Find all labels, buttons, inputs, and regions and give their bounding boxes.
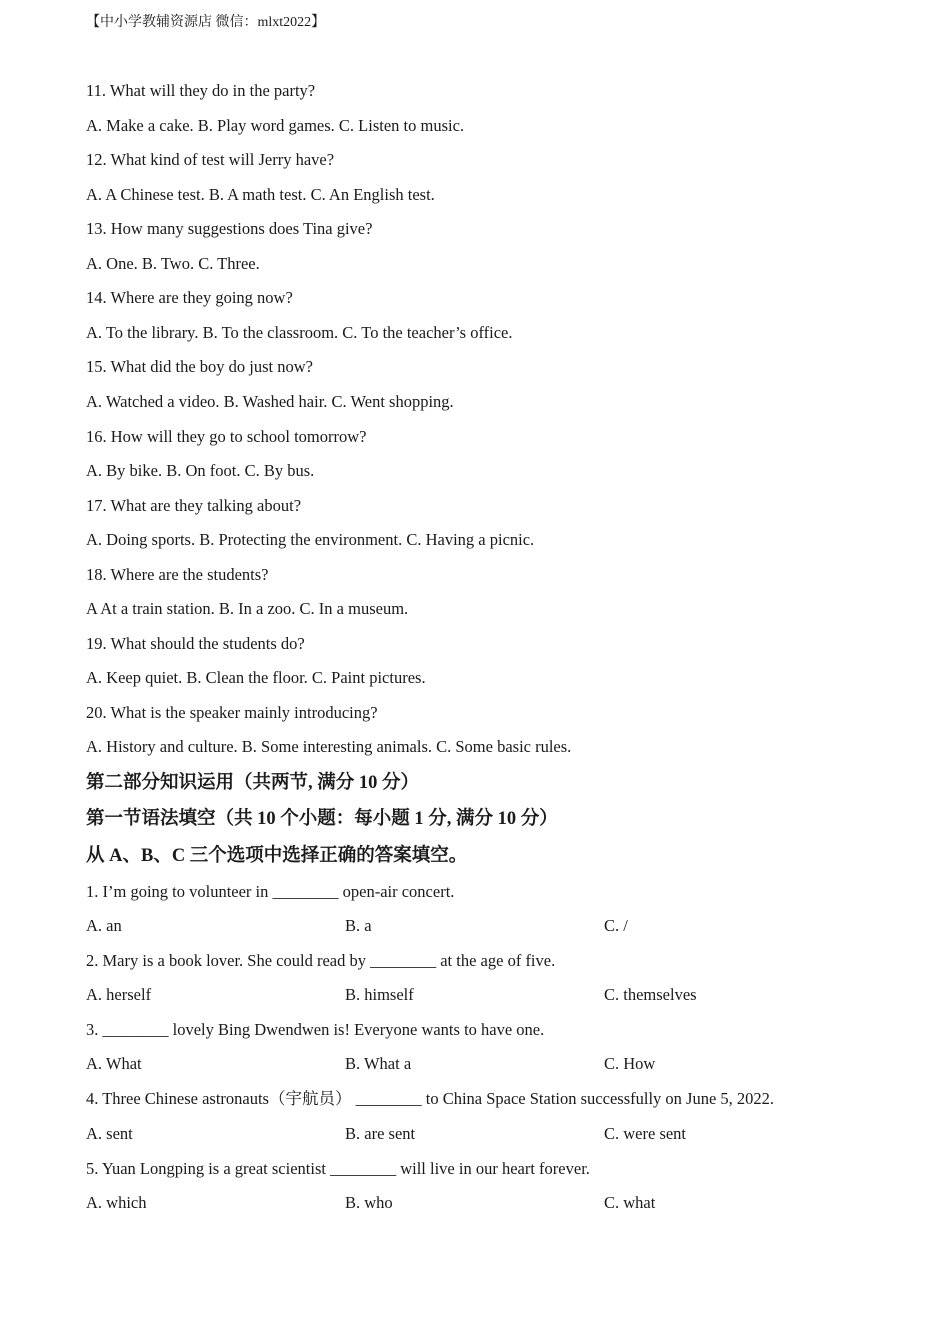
question-20: 20. What is the speaker mainly introducing? (86, 703, 378, 722)
grammar-options-2 (86, 984, 866, 1006)
option-b: B. What a (345, 1054, 412, 1073)
option-c: C. what (604, 1193, 656, 1212)
question-18: 18. Where are the students? (86, 565, 269, 584)
question-13: 13. How many suggestions does Tina give? (86, 219, 373, 238)
option-a: A. herself (86, 985, 152, 1004)
question-19: 19. What should the students do? (86, 634, 305, 653)
question-14: 14. Where are they going now? (86, 288, 293, 307)
grammar-question-2: 2. Mary is a book lover. She could read by ________ at the age of five. (86, 951, 556, 970)
option-b: B. a (345, 916, 372, 935)
question-12: 12. What kind of test will Jerry have? (86, 150, 335, 169)
option-b: B. who (345, 1193, 393, 1212)
section1-instruction: 从 A、B、C 三个选项中选择正确的答案填空。 (86, 846, 468, 866)
section1-title: 第一节语法填空（共 10 个小题：每小题 1 分, 满分 10 分） (86, 809, 558, 829)
question-16: 16. How will they go to school tomorrow? (86, 427, 367, 446)
options-17: A. Doing sports. B. Protecting the environment. C. Having a picnic. (86, 530, 535, 549)
option-a: A. sent (86, 1124, 133, 1143)
options-18: A At a train station. B. In a zoo. C. In a museum. (86, 599, 409, 618)
options-13: A. One. B. Two. C. Three. (86, 254, 260, 273)
options-15: A. Watched a video. B. Washed hair. C. Went shopping. (86, 392, 454, 411)
option-c: C. How (604, 1054, 656, 1073)
option-c: C. were sent (604, 1124, 687, 1143)
option-b: B. are sent (345, 1124, 416, 1143)
question-11: 11. What will they do in the party? (86, 81, 316, 100)
grammar-question-3: 3. ________ lovely Bing Dwendwen is! Everyone wants to have one. (86, 1020, 545, 1039)
question-15: 15. What did the boy do just now? (86, 357, 314, 376)
option-a: A. an (86, 916, 122, 935)
grammar-question-4: 4. Three Chinese astronauts（宇航员） ________ to China Space Station successfully on June 5, 2022. (86, 1089, 775, 1108)
grammar-question-1: 1. I’m going to volunteer in ________ open-air concert. (86, 882, 455, 901)
options-19: A. Keep quiet. B. Clean the floor. C. Paint pictures. (86, 668, 426, 687)
question-17: 17. What are they talking about? (86, 496, 302, 515)
option-a: A. What (86, 1054, 142, 1073)
options-20: A. History and culture. B. Some interesting animals. C. Some basic rules. (86, 737, 572, 756)
page-header: 【中小学教辅资源店 微信：mlxt2022】 (86, 15, 326, 30)
options-14: A. To the library. B. To the classroom. C. To the teacher’s office. (86, 323, 513, 342)
options-12: A. A Chinese test. B. A math test. C. An English test. (86, 185, 435, 204)
grammar-options-4 (86, 1123, 866, 1145)
grammar-question-5: 5. Yuan Longping is a great scientist ________ will live in our heart forever. (86, 1159, 590, 1178)
grammar-options-5 (86, 1192, 866, 1214)
option-c: C. themselves (604, 985, 697, 1004)
option-c: C. / (604, 916, 628, 935)
grammar-options-3 (86, 1053, 866, 1075)
options-16: A. By bike. B. On foot. C. By bus. (86, 461, 315, 480)
option-a: A. which (86, 1193, 147, 1212)
part2-title: 第二部分知识运用（共两节, 满分 10 分） (86, 773, 420, 793)
grammar-options-1 (86, 915, 866, 937)
options-11: A. Make a cake. B. Play word games. C. Listen to music. (86, 116, 465, 135)
option-b: B. himself (345, 985, 414, 1004)
